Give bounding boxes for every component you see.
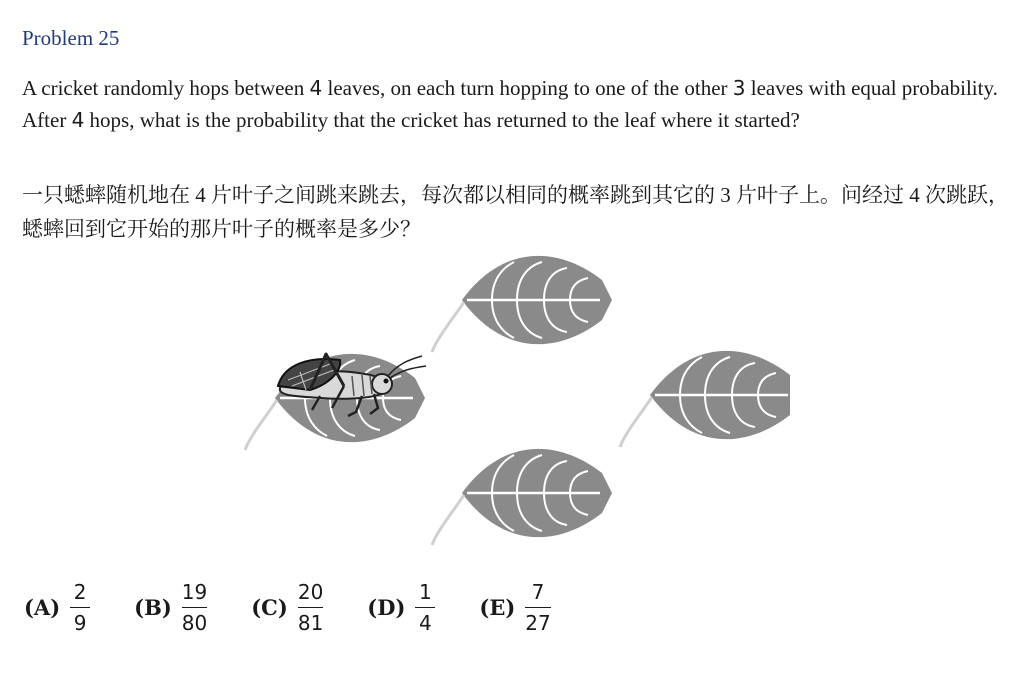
numerator: 19 — [181, 579, 208, 604]
answer-choice-d[interactable] — [367, 579, 435, 636]
fraction-bar — [298, 607, 323, 608]
numerator: 7 — [531, 579, 545, 604]
numerator: 1 — [419, 579, 432, 604]
numerator: 2 — [73, 579, 87, 604]
fraction — [182, 579, 207, 636]
answer-choice-b[interactable] — [134, 579, 207, 636]
leaves-illustration — [230, 255, 790, 555]
fraction — [70, 579, 90, 636]
statement-text: leaves with equal probability. After — [22, 76, 998, 132]
problem-title: Problem 25 — [22, 26, 120, 50]
answer-choice-a[interactable] — [24, 579, 90, 636]
choice-letter: (E) — [479, 594, 516, 620]
problem-statement-chinese: 一只蟋蟀随机地在 4 片叶子之间跳来跳去，每次都以相同的概率跳到其它的 3 片叶子上。问经过 4 次跳跃，蟋蟀回到它开始的那片叶子的概率是多少？ — [22, 183, 1009, 241]
fraction-bar — [70, 607, 90, 608]
fraction-bar — [525, 607, 550, 608]
choice-letter: (C) — [251, 594, 288, 620]
denominator: 9 — [73, 610, 87, 635]
answer-choice-e[interactable] — [479, 579, 550, 636]
fraction — [298, 579, 323, 636]
denominator: 81 — [297, 610, 324, 635]
leaf-top-icon — [432, 256, 612, 352]
denominator: 27 — [525, 610, 551, 635]
choice-letter: (D) — [367, 594, 406, 620]
denominator: 80 — [181, 610, 208, 635]
choice-letter: (B) — [134, 594, 172, 620]
leaf-bottom-icon — [432, 449, 612, 545]
statement-text: hops, what is the probability that the cricket has returned to the leaf where it started? — [84, 108, 800, 132]
problem-statement-english — [22, 72, 1007, 136]
fraction — [415, 579, 435, 636]
answer-choices — [24, 572, 595, 642]
fraction-bar — [182, 607, 207, 608]
hop-count-number: 4 — [71, 108, 85, 132]
statement-text: leaves, on each turn hopping to one of the other — [322, 76, 733, 100]
leaf-count-number: 4 — [309, 76, 323, 100]
fraction-bar — [415, 607, 435, 608]
other-leaves-number: 3 — [732, 76, 746, 100]
leaf-right-icon — [620, 351, 790, 447]
statement-text: A cricket randomly hops between — [22, 76, 310, 100]
leaves-figure — [230, 255, 790, 555]
denominator: 4 — [419, 610, 432, 635]
fraction — [525, 579, 550, 636]
answer-choice-c[interactable] — [251, 579, 323, 636]
choice-letter: (A) — [24, 594, 61, 620]
numerator: 20 — [297, 579, 324, 604]
